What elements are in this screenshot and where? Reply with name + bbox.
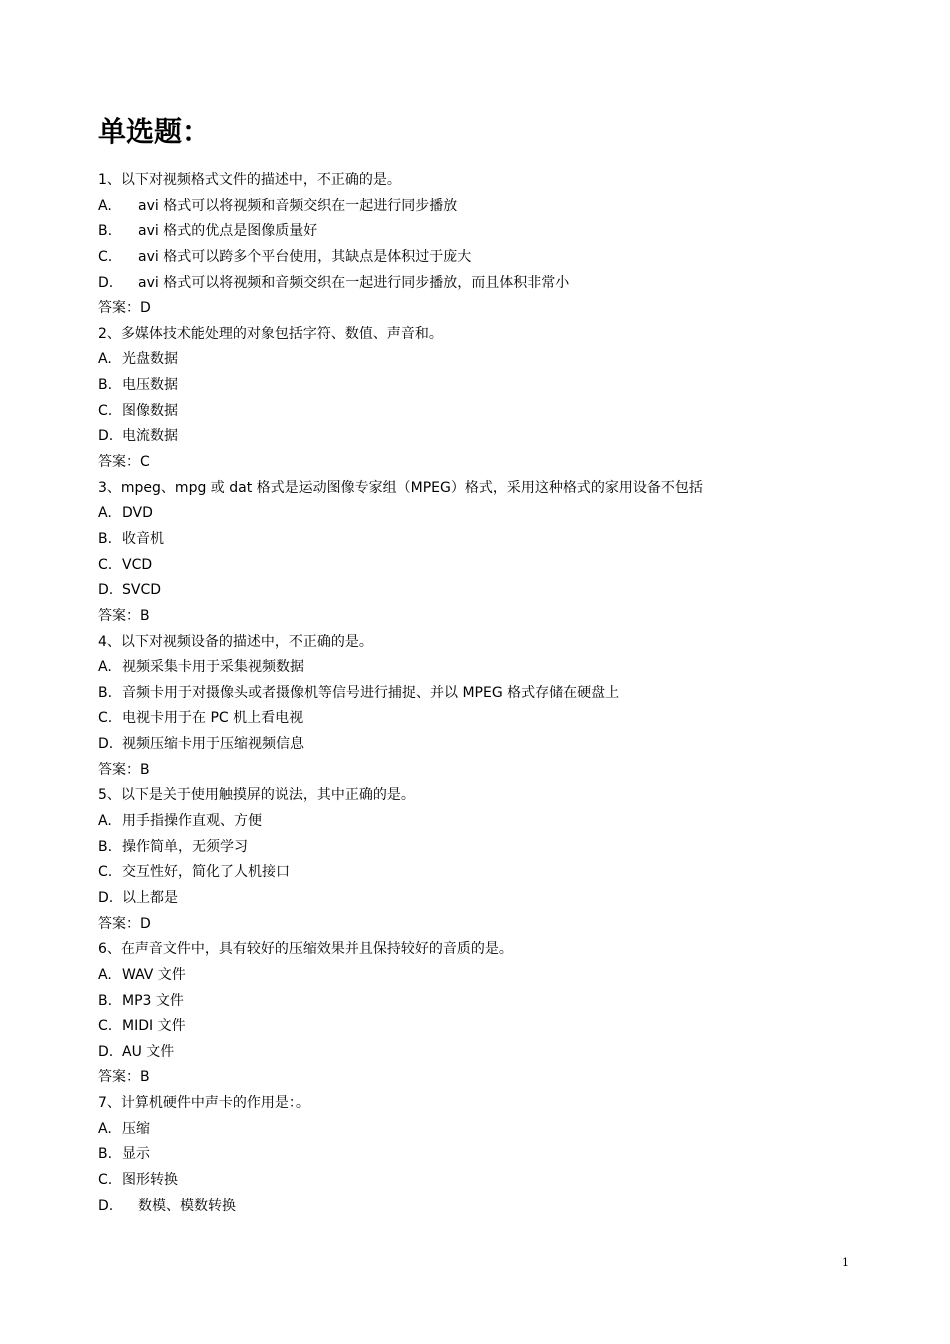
- option-row: [98, 399, 878, 425]
- answer-line: 答案：B: [98, 1069, 150, 1086]
- option-text: avi 格式的优点是图像质量好: [138, 223, 318, 240]
- option-row: [98, 424, 878, 450]
- option-text: WAV 文件: [122, 966, 186, 983]
- option-text: 收音机: [122, 530, 164, 547]
- option-text: avi 格式可以跨多个平台使用，其缺点是体积过于庞大: [138, 248, 472, 265]
- option-text: 视频压缩卡用于压缩视频信息: [122, 736, 304, 753]
- option-row: [98, 835, 878, 861]
- question-stem: 1、以下对视频格式文件的描述中，不正确的是。: [98, 172, 401, 188]
- option-letter: C.: [98, 248, 113, 265]
- question-stem: 3、mpeg、mpg 或 dat 格式是运动图像专家组（MPEG）格式，采用这种格式的家用设备不包括: [98, 479, 703, 496]
- option-letter: B.: [98, 377, 113, 394]
- option-letter: B.: [98, 684, 113, 701]
- option-letter: C.: [98, 402, 113, 419]
- option-row: [98, 1142, 878, 1168]
- option-letter: B.: [98, 838, 113, 855]
- option-letter: A.: [98, 813, 112, 830]
- option-text: VCD: [122, 556, 153, 573]
- option-text: MIDI 文件: [122, 1018, 186, 1035]
- option-row: [98, 886, 878, 912]
- answer-line: 答案：D: [98, 300, 151, 317]
- option-text: 电视卡用于在 PC 机上看电视: [122, 710, 304, 727]
- option-row: [98, 655, 878, 681]
- option-text: 操作简单，无须学习: [122, 838, 248, 855]
- option-text: 交互性好，简化了人机接口: [122, 864, 290, 881]
- question-stem: 5、以下是关于使用触摸屏的说法，其中正确的是。: [98, 787, 415, 804]
- option-letter: B.: [98, 1146, 113, 1163]
- option-row: [98, 553, 878, 579]
- option-text: 电压数据: [122, 377, 178, 394]
- option-letter: C.: [98, 1018, 113, 1035]
- option-row: [98, 219, 878, 245]
- option-row: [98, 1168, 878, 1194]
- option-text: 压缩: [122, 1120, 150, 1137]
- option-letter: D.: [98, 582, 114, 599]
- option-row: [98, 1117, 878, 1143]
- option-letter: A.: [98, 659, 112, 676]
- option-row: [98, 373, 878, 399]
- answer-line: 答案：B: [98, 607, 150, 624]
- option-row: [98, 860, 878, 886]
- option-letter: A.: [98, 966, 112, 983]
- option-letter: D.: [98, 428, 114, 445]
- option-row: [98, 989, 878, 1015]
- option-row: [98, 1194, 878, 1220]
- option-text: 图像数据: [122, 402, 178, 419]
- option-row: [98, 501, 878, 527]
- option-letter: A.: [98, 351, 112, 368]
- question-stem: 7、计算机硬件中声卡的作用是：。: [98, 1095, 310, 1112]
- option-text: AU 文件: [122, 1043, 175, 1060]
- question-stem: 4、以下对视频设备的描述中，不正确的是。: [98, 633, 373, 650]
- option-letter: C.: [98, 1171, 113, 1188]
- option-letter: A.: [98, 1120, 112, 1137]
- option-text: MP3 文件: [122, 992, 184, 1009]
- option-row: [98, 809, 878, 835]
- option-row: [98, 194, 878, 220]
- option-row: [98, 271, 878, 297]
- option-letter: B.: [98, 992, 113, 1009]
- option-letter: D.: [98, 889, 114, 906]
- option-row: [98, 347, 878, 373]
- option-text: 显示: [122, 1146, 150, 1163]
- option-text: 用手指操作直观、方便: [122, 813, 262, 830]
- option-letter: A.: [98, 505, 112, 522]
- option-row: [98, 706, 878, 732]
- option-row: [98, 963, 878, 989]
- question-list: [98, 168, 878, 1219]
- option-row: [98, 732, 878, 758]
- option-row: [98, 1040, 878, 1066]
- option-text: avi 格式可以将视频和音频交织在一起进行同步播放，而且体积非常小: [138, 274, 570, 291]
- option-text: avi 格式可以将视频和音频交织在一起进行同步播放: [138, 197, 458, 214]
- question-stem: 2、多媒体技术能处理的对象包括字符、数值、声音和。: [98, 325, 443, 342]
- option-letter: C.: [98, 864, 113, 881]
- option-text: 电流数据: [122, 428, 178, 445]
- option-text: 音频卡用于对摄像头或者摄像机等信号进行捕捉、并以 MPEG 格式存储在硬盘上: [122, 684, 620, 701]
- answer-line: 答案：B: [98, 761, 150, 778]
- option-letter: D.: [98, 1043, 114, 1060]
- option-row: [98, 681, 878, 707]
- option-text: 图形转换: [122, 1171, 178, 1188]
- option-text: DVD: [122, 505, 153, 522]
- answer-line: 答案：C: [98, 454, 150, 471]
- option-text: 光盘数据: [122, 351, 178, 368]
- option-letter: C.: [98, 556, 113, 573]
- option-text: 视频采集卡用于采集视频数据: [122, 659, 304, 676]
- section-heading: 单选题：: [98, 115, 211, 148]
- page-number: 1: [842, 1256, 849, 1269]
- option-letter: A.: [98, 197, 112, 214]
- option-row: [98, 1014, 878, 1040]
- answer-line: 答案：D: [98, 915, 151, 932]
- option-letter: B.: [98, 530, 113, 547]
- option-text: SVCD: [122, 582, 162, 599]
- option-letter: C.: [98, 710, 113, 727]
- option-text: 以上都是: [122, 889, 178, 906]
- option-letter: D.: [98, 274, 114, 291]
- option-row: [98, 245, 878, 271]
- option-letter: D.: [98, 736, 114, 753]
- option-letter: D.: [98, 1197, 114, 1214]
- option-row: [98, 527, 878, 553]
- option-text: 数模、模数转换: [138, 1197, 236, 1214]
- option-letter: B.: [98, 223, 113, 240]
- option-row: [98, 578, 878, 604]
- question-stem: 6、在声音文件中，具有较好的压缩效果并且保持较好的音质的是。: [98, 941, 513, 958]
